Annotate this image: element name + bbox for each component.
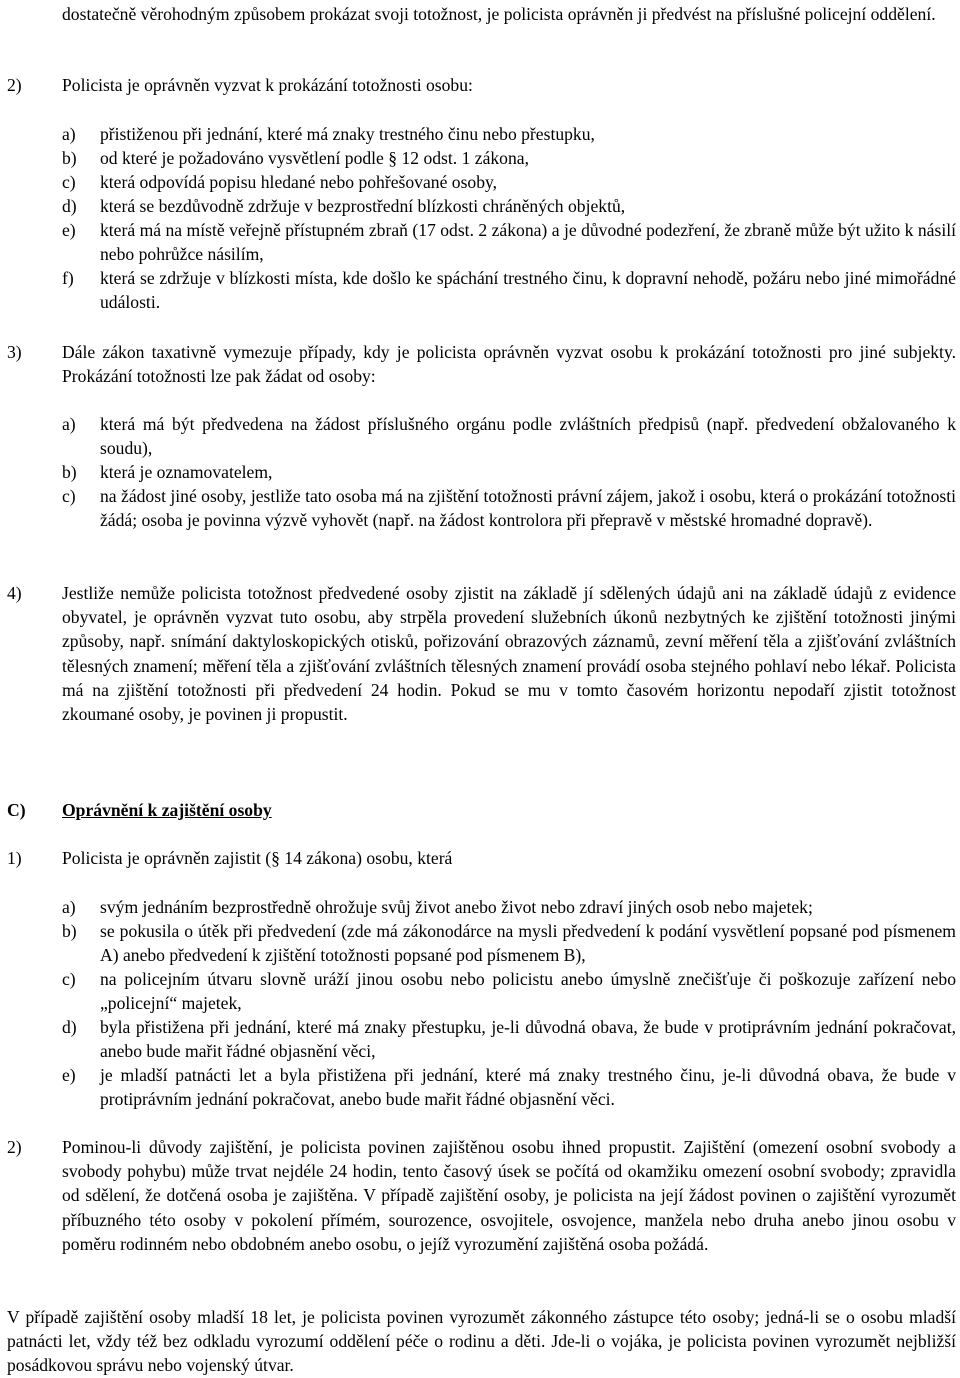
intro-paragraph: dostatečně věrohodným způsobem prokázat svoji totožnost, je policista oprávněn ji předvést na příslušné policejní oddělení.: [62, 4, 936, 24]
b2-item-label: d): [62, 196, 77, 216]
b3-lead: Dále zákon taxativně vymezuje případy, kdy je policista oprávněn vyzvat osobu k prokázání totožnosti pro jiné subjekty. Prokázání totožnosti lze pak žádat od osoby:: [62, 342, 956, 387]
b2-item-label: f): [62, 268, 74, 288]
b3-item-label: c): [62, 486, 76, 506]
b2-item-a: přistiženou při jednání, které má znaky trestného činu nebo přestupku,: [100, 124, 595, 144]
b2-item-label: b): [62, 148, 77, 168]
c1-item-d: byla přistižena při jednání, které má znaky přestupku, je-li důvodná obava, že bude v protiprávním jednání pokračovat, anebo bude mařit řádné objasnění věci,: [100, 1017, 956, 1062]
b2-item-label: e): [62, 220, 76, 240]
c1-number: 1): [7, 848, 22, 868]
c1-item-label: a): [62, 897, 76, 917]
b2-item-label: c): [62, 172, 76, 192]
b2-item-label: a): [62, 124, 76, 144]
b2-item-c: která odpovídá popisu hledané nebo pohřešované osoby,: [100, 172, 498, 192]
c1-lead: Policista je oprávněn zajistit (§ 14 zákona) osobu, která: [62, 848, 453, 868]
c1-item-label: c): [62, 969, 76, 989]
b4-paragraph: Jestliže nemůže policista totožnost předvedené osoby zjistit na základě jí sdělených údajů ani na základě údajů z evidence obyvatel, je oprávněn vyzvat tuto osobu, aby strpěla provedení služebních úkonů nezbytných ke zjištění totožnosti jinými způsoby, např. snímání daktyloskopických otisků, pořizování obrazových záznamů, zevní měření těla a zjišťování zvláštních tělesných znamení; měření těla a zjišťování zvláštních tělesných znamení provádí osoba stejného pohlaví nebo lékař. Policista má na zjištění totožnosti při předvedení 24 hodin. Pokud se mu v tomto časovém horizontu nepodaří zjistit totožnost zkoumané osoby, je povinen ji propustit.: [62, 583, 956, 725]
closing-paragraph: V případě zajištění osoby mladší 18 let, je policista povinen vyrozumět zákonného zástupce této osoby; jedná-li se o osobu mladší patnácti let, vždy též bez odkladu vyrozumí oddělení péče o rodinu a děti. Jde-li o vojáka, je policista povinen vyrozumět nejbližší posádkovou správu nebo vojenský útvar.: [7, 1307, 956, 1376]
c1-item-a: svým jednáním bezprostředně ohrožuje svůj život anebo život nebo zdraví jiných osob nebo majetek;: [100, 897, 813, 917]
b2-number: 2): [7, 75, 22, 95]
b2-item-d: která se bezdůvodně zdržuje v bezprostřední blízkosti chráněných objektů,: [100, 196, 626, 216]
b3-item-a: která má být předvedena na žádost příslušného orgánu podle zvláštních předpisů (např. předvedení obžalovaného k soudu),: [100, 414, 956, 459]
c2-paragraph: Pominou-li důvody zajištění, je policista povinen zajištěnou osobu ihned propustit. Zajištění (omezení osobní svobody a svobody pohybu) může trvat nejdéle 24 hodin, tento časový úsek se počítá od okamžiku omezení osobní svobody; zpravidla od sdělení, že dotčená osoba je zajištěna. V případě zajištění osoby, je policista na její žádost povinen o zajištění vyrozumět příbuzného této osoby v pokolení přímém, sourozence, osvojitele, osvojence, manžela nebo druha anebo jinou osobu v poměru rodinném nebo obdobném anebo osobu, o jejíž vyrozumění zajištěná osoba požádá.: [62, 1137, 956, 1254]
b3-item-c: na žádost jiné osoby, jestliže tato osoba má na zjištění totožnosti právní zájem, jakož i osobu, která o prokázání totožnosti žádá; osoba je povinna výzvě vyhovět (např. na žádost kontrolora při přepravě v městské hromadné dopravě).: [100, 486, 956, 531]
section-c-letter: C): [7, 800, 26, 820]
b3-item-b: která je oznamovatelem,: [100, 462, 273, 482]
b3-number: 3): [7, 342, 22, 362]
c1-item-label: b): [62, 921, 77, 941]
c1-item-c: na policejním útvaru slovně uráží jinou osobu nebo policistu anebo úmyslně znečišťuje či poškozuje zařízení nebo „policejní“ majetek,: [100, 969, 956, 1014]
b3-item-label: a): [62, 414, 76, 434]
b3-item-label: b): [62, 462, 77, 482]
b2-item-f: která se zdržuje v blízkosti místa, kde došlo ke spáchání trestného činu, k dopravní nehodě, požáru nebo jiné mimořádné události.: [100, 268, 956, 313]
b4-number: 4): [7, 583, 22, 603]
c1-item-label: e): [62, 1065, 76, 1085]
b2-item-b: od které je požadováno vysvětlení podle § 12 odst. 1 zákona,: [100, 148, 529, 168]
c1-item-b: se pokusila o útěk při předvedení (zde má zákonodárce na mysli předvedení k podání vysvětlení popsané pod písmenem A) anebo předvedení k zjištění totožnosti popsané pod písmenem B),: [100, 921, 956, 966]
b2-item-e: která má na místě veřejně přístupném zbraň (17 odst. 2 zákona) a je důvodné podezření, že zbraně může být užito k násilí nebo pohrůžce násilím,: [100, 220, 956, 265]
c1-item-e: je mladší patnácti let a byla přistižena při jednání, které má znaky trestného činu, je-li důvodná obava, že bude v protiprávním jednání pokračovat, anebo bude mařit řádné objasnění věci.: [100, 1065, 956, 1110]
section-c-heading: Oprávnění k zajištění osoby: [62, 800, 272, 820]
c1-item-label: d): [62, 1017, 77, 1037]
c2-number: 2): [7, 1137, 22, 1157]
b2-lead: Policista je oprávněn vyzvat k prokázání totožnosti osobu:: [62, 75, 473, 95]
